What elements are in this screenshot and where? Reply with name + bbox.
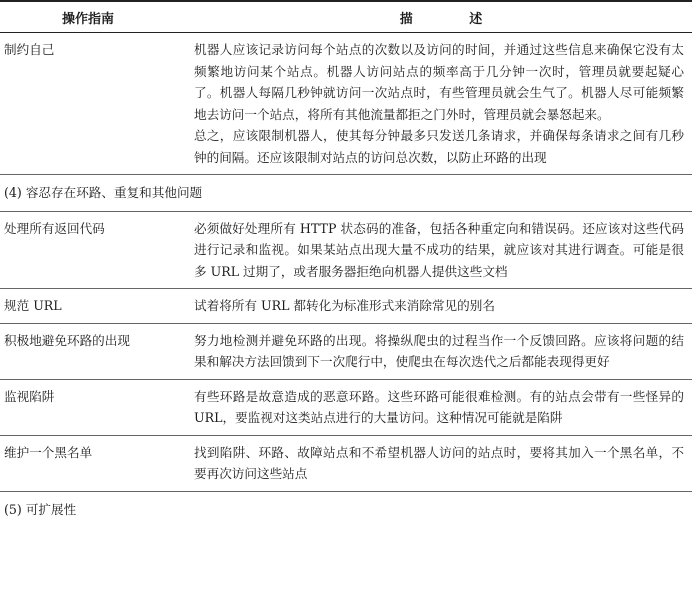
table-row xyxy=(0,323,692,379)
section-heading-row xyxy=(0,175,692,212)
table-row xyxy=(0,435,692,491)
description-paragraph: 必须做好处理所有 HTTP 状态码的准备，包括各种重定向和错误码。还应该对这些代码进行记录和监视。如果某站点出现大量不成功的结果，就应该对其进行调查。可能是很多 URL 过期了，或者服务器拒绝向机器人提供这些文档 xyxy=(194,220,684,279)
section-heading-5: (5) 可扩展性 xyxy=(4,501,77,517)
table-row xyxy=(0,33,692,175)
section-heading-row xyxy=(0,491,692,527)
table-row xyxy=(0,289,692,324)
description-paragraph: 机器人应该记录访问每个站点的次数以及访问的时间，并通过这些信息来确保它没有太频繁地访问某个站点。机器人访问站点的频率高于几分钟一次时，管理员就要起疑心了。机器人每隔几秒钟就访问一次站点时，有些管理员就会生气了。机器人尽可能频繁地去访问一个站点，将所有其他流量都拒之门外时，管理员就会暴怒起来。 xyxy=(194,42,684,122)
guideline-name: 维护一个黑名单 xyxy=(0,435,190,491)
table-row xyxy=(0,379,692,435)
guideline-description xyxy=(190,323,692,379)
table-header-row xyxy=(0,1,692,33)
table-row xyxy=(0,211,692,289)
guideline-description xyxy=(190,33,692,175)
guideline-name: 处理所有返回代码 xyxy=(0,211,190,289)
description-paragraph: 总之，应该限制机器人，使其每分钟最多只发送几条请求，并确保每条请求之间有几秒钟的间隔。还应该限制对站点的访问总次数，以防止环路的出现 xyxy=(194,128,684,165)
description-paragraph: 试着将所有 URL 都转化为标准形式来消除常见的别名 xyxy=(194,298,495,313)
guideline-name: 监视陷阱 xyxy=(0,379,190,435)
description-paragraph: 有些环路是故意造成的恶意环路。这些环路可能很难检测。有的站点会带有一些怪异的 URL，要监视对这类站点进行的大量访问。这种情况可能就是陷阱 xyxy=(194,388,684,425)
column-header-description: 描 述 xyxy=(190,1,692,33)
section-heading-4: (4) 容忍存在环路、重复和其他问题 xyxy=(0,175,692,212)
description-paragraph: 努力地检测并避免环路的出现。将操纵爬虫的过程当作一个反馈回路。应该将问题的结果和解决方法回馈到下一次爬行中，使爬虫在每次迭代之后都能表现得更好 xyxy=(194,332,684,369)
guideline-description xyxy=(190,379,692,435)
description-paragraph: 找到陷阱、环路、故障站点和不希望机器人访问的站点时，要将其加入一个黑名单，不要再次访问这些站点 xyxy=(194,444,684,481)
guideline-description xyxy=(190,435,692,491)
column-header-guideline: 操作指南 xyxy=(0,1,190,33)
guideline-description xyxy=(190,289,692,324)
guideline-name: 制约自己 xyxy=(0,33,190,175)
guideline-description xyxy=(190,211,692,289)
guideline-name: 积极地避免环路的出现 xyxy=(0,323,190,379)
guideline-name: 规范 URL xyxy=(0,289,190,324)
